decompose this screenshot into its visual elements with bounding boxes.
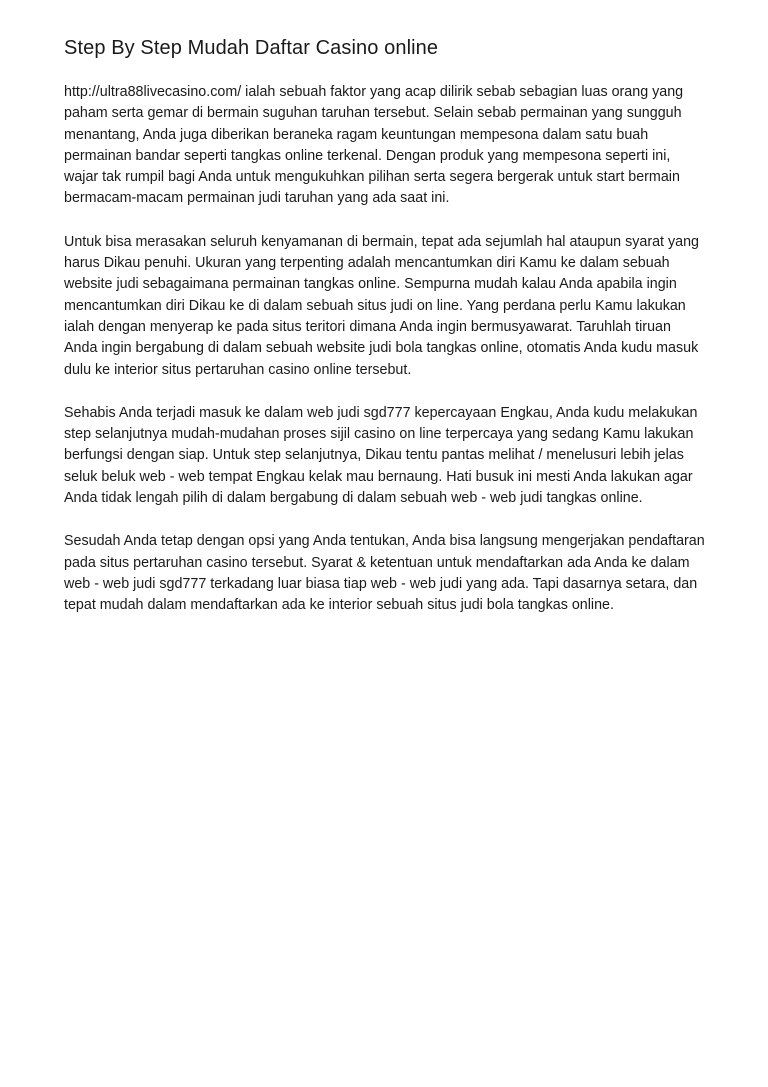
paragraph-1: http://ultra88livecasino.com/ ialah sebuah faktor yang acap dilirik sebab sebagian luas orang yang paham serta gemar di bermain suguhan taruhan tersebut. Selain sebab permainan yang sungguh menantang, Anda juga diberikan beraneka ragam keuntungan mempesona dalam satu buah permainan bandar seperti tangkas online terkenal. Dengan produk yang mempesona seperti ini, wajar tak rumpil bagi Anda untuk mengukuhkan pilihan serta segera bergerak untuk start bermain bermacam-macam permainan judi taruhan yang ada saat ini. [64,84,684,207]
paragraph-4: Sesudah Anda tetap dengan opsi yang Anda tentukan, Anda bisa langsung mengerjakan pendaftaran pada situs pertaruhan casino tersebut. Syarat & ketentuan untuk mendaftarkan ada Anda ke dalam web - web judi sgd777 terkadang luar biasa tiap web - web judi yang ada. Tapi dasarnya setara, dan tepat mudah dalam mendaftarkan ada ke interior sebuah situs judi bola tangkas online. [64,533,705,614]
paragraph-3: Sehabis Anda terjadi masuk ke dalam web judi sgd777 kepercayaan Engkau, Anda kudu melakukan step selanjutnya mudah-mudahan proses sijil casino on line terpercaya yang sedang Kamu lakukan berfungsi dengan siap. Untuk step selanjutnya, Dikau tentu pantas melihat / menelusuri lebih jelas seluk beluk web - web tempat Engkau kelak mau bernaung. Hati busuk ini mesti Anda lakukan agar Anda tidak lengah pilih di dalam bergabung di dalam sebuah web - web judi tangkas online. [64,404,698,507]
paragraph-2: Untuk bisa merasakan seluruh kenyamanan di bermain, tepat ada sejumlah hal ataupun syarat yang harus Dikau penuhi. Ukuran yang terpenting adalah mencantumkan diri Kamu ke dalam sebuah website judi sebagaimana permainan tangkas online. Sempurna mudah kalau Anda apabila ingin mencantumkan diri Dikau ke di dalam sebuah situs judi on line. Yang perdana perlu Kamu lakukan ialah dengan menyerap ke pada situs teritori dimana Anda ingin bermusyawarat. Taruhlah tiruan Anda ingin bergabung di dalam sebuah website judi bola tangkas online, otomatis Anda kudu masuk dulu ke interior situs pertaruhan casino online tersebut. [64,233,700,378]
document-title: Step By Step Mudah Daftar Casino online [64,37,439,59]
